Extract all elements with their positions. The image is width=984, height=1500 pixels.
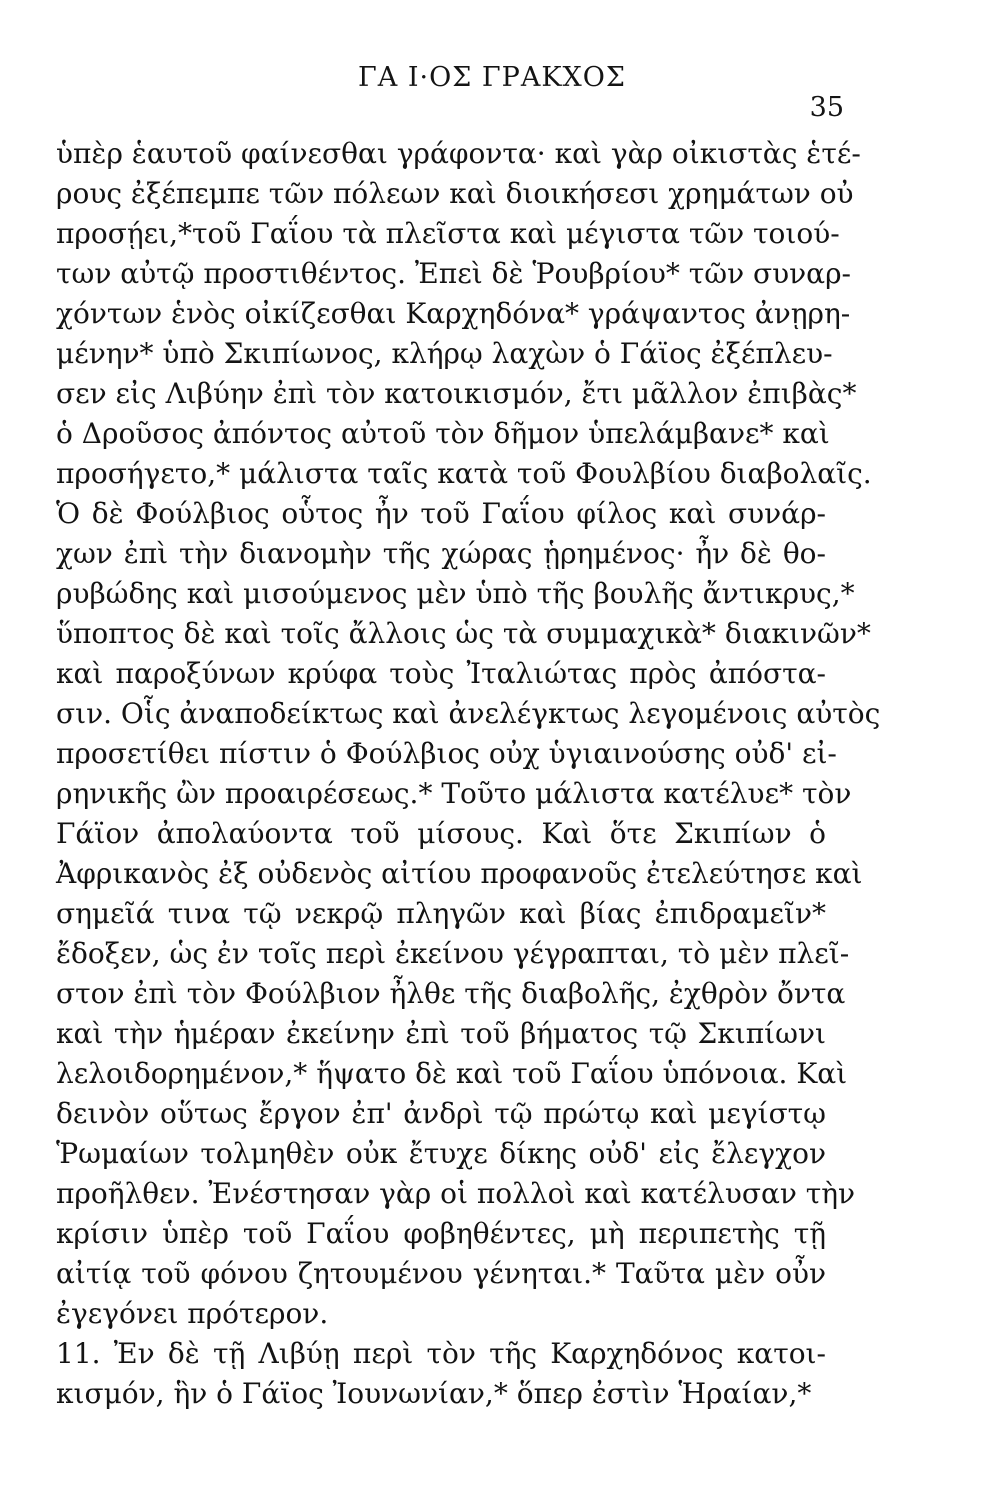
text-line: καὶ παροξύνων κρύφα τοὺς Ἰταλιώτας πρὸς ἀπόστα- [56, 657, 826, 690]
text-line: ἐγεγόνει πρότερον. [56, 1297, 329, 1330]
text-line: καὶ τὴν ἡμέραν ἐκείνην ἐπὶ τοῦ βήματος τῷ Σκιπίωνι [56, 1017, 826, 1050]
text-line: μένην* ὑπὸ Σκιπίωνος, κλήρῳ λαχὼν ὁ Γάϊος ἐξέπλευ- [56, 337, 833, 370]
text-line: προσήγετο,* μάλιστα ταῖς κατὰ τοῦ Φουλβίου διαβολαῖς. [56, 457, 872, 490]
text-line: προσετίθει πίστιν ὁ Φούλβιος οὐχ ὑγιαινούσης οὐδ' εἰ- [56, 737, 837, 770]
text-line: 11. Ἐν δὲ τῇ Λιβύῃ περὶ τὸν τῆς Καρχηδόνος κατοι- [56, 1337, 826, 1370]
text-line: σιν. Οἷς ἀναποδείκτως καὶ ἀνελέγκτως λεγομένοις αὐτὸς [56, 697, 881, 730]
text-line: σημεῖά τινα τῷ νεκρῷ πληγῶν καὶ βίας ἐπιδραμεῖν* [56, 897, 826, 930]
text-line: Γάϊον ἀπολαύοντα τοῦ μίσους. Καὶ ὅτε Σκιπίων ὁ [56, 817, 826, 850]
text-line: δεινὸν οὕτως ἔργον ἐπ' ἀνδρὶ τῷ πρώτῳ καὶ μεγίστῳ [56, 1097, 826, 1130]
text-line: προῆλθεν. Ἐνέστησαν γὰρ οἱ πολλοὶ καὶ κατέλυσαν τὴν [56, 1177, 856, 1210]
text-line: ὑπὲρ ἑαυτοῦ φαίνεσθαι γράφοντα· καὶ γὰρ οἰκιστὰς ἑτέ- [56, 137, 861, 170]
text-line: Ῥωμαίων τολμηθὲν οὐκ ἔτυχε δίκης οὐδ' εἰς ἔλεγχον [56, 1137, 826, 1170]
text-line: στον ἐπὶ τὸν Φούλβιον ἦλθε τῆς διαβολῆς, ἐχθρὸν ὄντα [56, 977, 846, 1010]
text-line: ρους ἐξέπεμπε τῶν πόλεων καὶ διοικήσεσι χρημάτων οὐ [56, 177, 854, 210]
text-line: αἰτίᾳ τοῦ φόνου ζητουμένου γένηται.* Ταῦτα μὲν οὖν [56, 1257, 826, 1290]
text-line: ρηνικῆς ὢν προαιρέσεως.* Τοῦτο μάλιστα κατέλυε* τὸν [56, 777, 852, 810]
text-line: κισμόν, ἣν ὁ Γάϊος Ἰουνωνίαν,* ὅπερ ἐστὶν Ἡραίαν,* [56, 1377, 812, 1410]
text-line: Ἀφρικανὸς ἐξ οὐδενὸς αἰτίου προφανοῦς ἐτελεύτησε καὶ [56, 857, 863, 890]
text-line: ρυβώδης καὶ μισούμενος μὲν ὑπὸ τῆς βουλῆς ἄντικρυς,* [56, 577, 855, 610]
text-line: χων ἐπὶ τὴν διανομὴν τῆς χώρας ᾑρημένος· ἦν δὲ θο- [56, 537, 826, 570]
text-line: κρίσιν ὑπὲρ τοῦ Γαΐου φοβηθέντες, μὴ περιπετὴς τῇ [56, 1217, 826, 1250]
text-line: ὕποπτος δὲ καὶ τοῖς ἄλλοις ὡς τὰ συμμαχικὰ* διακινῶν* [56, 617, 871, 650]
text-body [56, 134, 881, 1414]
text-line: σεν εἰς Λιβύην ἐπὶ τὸν κατοικισμόν, ἔτι μᾶλλον ἐπιβὰς* [56, 377, 857, 410]
text-line: προσῄει,*τοῦ Γαΐου τὰ πλεῖστα καὶ μέγιστα τῶν τοιού- [56, 217, 840, 250]
text-line: χόντων ἑνὸς οἰκίζεσθαι Καρχηδόνα* γράψαντος ἀνῃρη- [56, 297, 851, 330]
running-head: ΓΑ Ι·ΟΣ ΓΡΑΚΧΟΣ [358, 62, 626, 93]
page-number: 35 [809, 92, 844, 123]
text-line: ὁ Δροῦσος ἀπόντος αὐτοῦ τὸν δῆμον ὑπελάμβανε* καὶ [56, 417, 830, 450]
text-line: λελοιδορημένον,* ἥψατο δὲ καὶ τοῦ Γαΐου ὑπόνοια. Καὶ [56, 1057, 848, 1090]
text-line: των αὐτῷ προστιθέντος. Ἐπεὶ δὲ Ῥουβρίου* τῶν συναρ- [56, 257, 852, 290]
text-line: Ὁ δὲ Φούλβιος οὗτος ἦν τοῦ Γαΐου φίλος καὶ συνάρ- [56, 497, 826, 530]
text-line: ἔδοξεν, ὡς ἐν τοῖς περὶ ἐκείνου γέγραπται, τὸ μὲν πλεῖ- [56, 937, 850, 970]
